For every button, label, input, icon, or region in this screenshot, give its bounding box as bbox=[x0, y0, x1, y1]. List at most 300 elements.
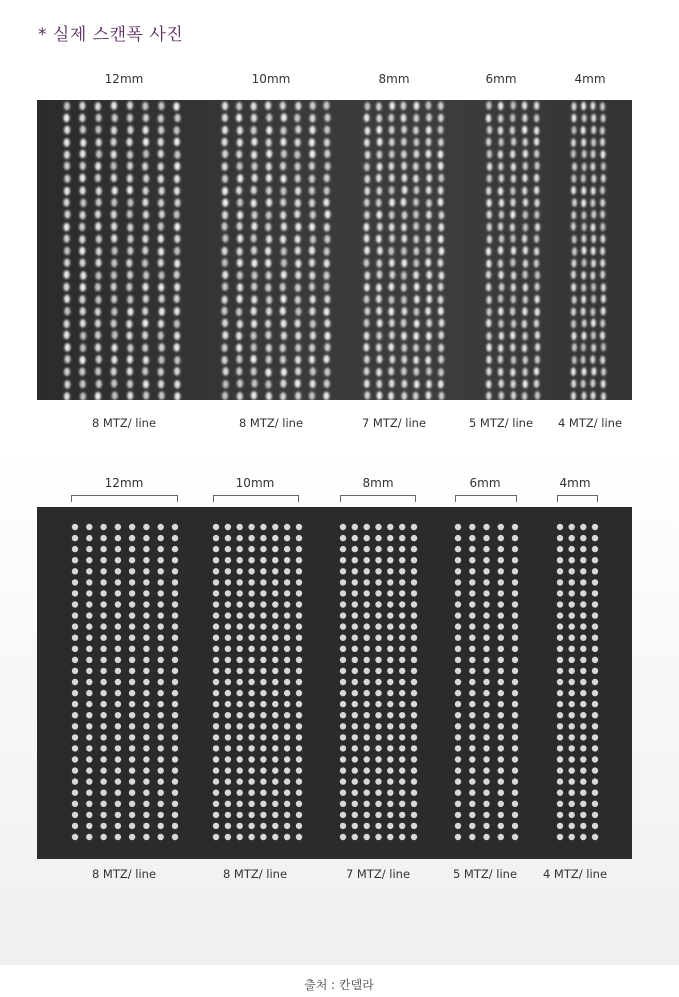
diagram-dot bbox=[340, 524, 346, 530]
photo-dot bbox=[95, 283, 101, 291]
diagram-dot bbox=[364, 590, 370, 596]
diagram-dot bbox=[260, 823, 266, 829]
diagram-dot bbox=[592, 590, 598, 596]
diagram-dot bbox=[340, 712, 346, 718]
photo-dot bbox=[323, 198, 329, 206]
photo-dot bbox=[535, 391, 540, 399]
photo-dot bbox=[376, 114, 382, 122]
photo-dot bbox=[572, 126, 577, 134]
diagram-dot bbox=[213, 546, 219, 552]
diagram-dot bbox=[248, 524, 254, 530]
photo-dot bbox=[591, 295, 596, 303]
photo-dot bbox=[438, 259, 444, 267]
photo-dot bbox=[266, 138, 272, 146]
diagram-dot bbox=[284, 535, 290, 541]
diagram-dot bbox=[399, 546, 405, 552]
photo-dot bbox=[65, 355, 71, 363]
diagram-dot bbox=[375, 801, 381, 807]
diagram-dot bbox=[411, 568, 417, 574]
diagram-dot bbox=[512, 823, 518, 829]
diagram-dot bbox=[158, 790, 164, 796]
diagram-dot bbox=[115, 646, 121, 652]
diagram-dot bbox=[237, 590, 243, 596]
diagram-dot bbox=[512, 834, 518, 840]
diagram-dot bbox=[411, 834, 417, 840]
diagram-dot bbox=[469, 579, 475, 585]
diagram-dot bbox=[411, 723, 417, 729]
diagram-dot bbox=[213, 657, 219, 663]
diagram-dot bbox=[483, 635, 489, 641]
diagram-dot bbox=[364, 623, 370, 629]
photo-dot bbox=[324, 126, 330, 134]
diagram-dot bbox=[557, 568, 563, 574]
photo-dot bbox=[64, 138, 70, 146]
diagram-dot bbox=[115, 623, 121, 629]
width-bracket-10mm bbox=[213, 495, 299, 502]
photo-dot bbox=[438, 114, 444, 122]
photo-dot bbox=[426, 199, 432, 207]
diagram-dot bbox=[158, 623, 164, 629]
diagram-dot bbox=[483, 557, 489, 563]
photo-dot bbox=[309, 162, 315, 170]
diagram-dot bbox=[86, 646, 92, 652]
diagram-dot bbox=[272, 635, 278, 641]
photo-dot bbox=[581, 284, 586, 292]
photo-dot bbox=[510, 150, 515, 158]
photo-dot bbox=[389, 307, 395, 315]
diagram-dot bbox=[592, 668, 598, 674]
photo-dot bbox=[534, 150, 539, 158]
diagram-dot bbox=[143, 801, 149, 807]
photo-dot bbox=[64, 331, 70, 339]
photo-dot bbox=[377, 380, 383, 388]
photo-dot bbox=[127, 126, 133, 134]
diagram-dot bbox=[592, 557, 598, 563]
diagram-dot bbox=[284, 767, 290, 773]
photo-dot bbox=[158, 175, 164, 183]
diagram-dot bbox=[158, 612, 164, 618]
photo-dot bbox=[251, 138, 257, 146]
diagram-dot bbox=[340, 801, 346, 807]
photo-dot bbox=[591, 319, 596, 327]
diagram-dot bbox=[172, 767, 178, 773]
photo-size-label-6mm: 6mm bbox=[485, 72, 517, 86]
photo-dot bbox=[295, 125, 301, 133]
photo-dot bbox=[591, 187, 596, 195]
diagram-dot bbox=[469, 767, 475, 773]
diagram-dot bbox=[158, 712, 164, 718]
photo-dot bbox=[237, 211, 243, 219]
photo-dot bbox=[591, 247, 596, 255]
diagram-dot bbox=[498, 668, 504, 674]
diagram-dot bbox=[580, 823, 586, 829]
diagram-dot bbox=[237, 834, 243, 840]
diagram-dot bbox=[483, 646, 489, 652]
photo-dot bbox=[426, 101, 432, 109]
diagram-dot bbox=[225, 657, 231, 663]
photo-dot bbox=[64, 295, 70, 303]
photo-dot bbox=[64, 320, 70, 328]
diagram-dot bbox=[483, 734, 489, 740]
photo-dot bbox=[174, 138, 180, 146]
photo-dot bbox=[325, 210, 331, 218]
diagram-dot bbox=[237, 623, 243, 629]
diagram-dot bbox=[352, 623, 358, 629]
photo-dot bbox=[591, 126, 596, 134]
photo-dot bbox=[439, 271, 445, 279]
diagram-dot bbox=[580, 734, 586, 740]
photo-dot bbox=[534, 102, 539, 110]
diagram-dot bbox=[129, 823, 135, 829]
diagram-dot bbox=[237, 579, 243, 585]
diagram-dot bbox=[557, 612, 563, 618]
diagram-dot bbox=[569, 701, 575, 707]
diagram-dot bbox=[272, 612, 278, 618]
photo-dot bbox=[265, 259, 271, 267]
diagram-dot bbox=[387, 745, 393, 751]
photo-dot bbox=[600, 127, 605, 135]
photo-dot bbox=[389, 234, 395, 242]
photo-dot bbox=[401, 114, 407, 122]
diagram-dot bbox=[512, 701, 518, 707]
diagram-dot bbox=[512, 778, 518, 784]
photo-dot bbox=[571, 308, 576, 316]
photo-dot bbox=[591, 331, 596, 339]
photo-dot bbox=[571, 283, 576, 291]
photo-dot bbox=[80, 162, 86, 170]
diagram-dot bbox=[498, 734, 504, 740]
photo-dot bbox=[280, 283, 286, 291]
diagram-dot bbox=[115, 579, 121, 585]
diagram-dot bbox=[237, 635, 243, 641]
diagram-dot bbox=[225, 546, 231, 552]
diagram-dot bbox=[498, 557, 504, 563]
diagram-dot bbox=[115, 679, 121, 685]
diagram-dot bbox=[399, 723, 405, 729]
photo-dot bbox=[80, 319, 86, 327]
diagram-dot bbox=[158, 690, 164, 696]
photo-dot bbox=[535, 356, 540, 364]
diagram-dot bbox=[272, 601, 278, 607]
photo-dot bbox=[486, 271, 491, 279]
photo-dot bbox=[390, 271, 396, 279]
photo-dot bbox=[377, 247, 383, 255]
diagram-dot bbox=[158, 524, 164, 530]
photo-dot bbox=[324, 223, 330, 231]
photo-dot bbox=[510, 114, 515, 122]
diagram-dot bbox=[284, 623, 290, 629]
photo-dot bbox=[158, 235, 164, 243]
diagram-dot bbox=[143, 623, 149, 629]
photo-dot bbox=[281, 113, 287, 121]
diagram-dot bbox=[143, 590, 149, 596]
diagram-dot bbox=[352, 657, 358, 663]
diagram-dot bbox=[557, 723, 563, 729]
photo-dot bbox=[325, 332, 331, 340]
photo-dot bbox=[364, 319, 370, 327]
photo-dot bbox=[324, 380, 330, 388]
photo-dot bbox=[222, 234, 228, 242]
diagram-dot bbox=[115, 668, 121, 674]
diagram-dot bbox=[352, 635, 358, 641]
diagram-dot bbox=[272, 524, 278, 530]
diagram-dot bbox=[72, 668, 78, 674]
diagram-dot bbox=[469, 657, 475, 663]
diagram-dot bbox=[143, 723, 149, 729]
photo-dot bbox=[376, 332, 382, 340]
photo-dot bbox=[266, 296, 272, 304]
photo-dot bbox=[80, 356, 86, 364]
photo-dot bbox=[402, 211, 408, 219]
photo-dot bbox=[389, 114, 395, 122]
diagram-dot bbox=[483, 579, 489, 585]
diagram-dot bbox=[387, 635, 393, 641]
diagram-dot bbox=[284, 601, 290, 607]
photo-dot bbox=[413, 210, 419, 218]
diagram-dot bbox=[213, 778, 219, 784]
diagram-dot bbox=[387, 535, 393, 541]
diagram-dot bbox=[364, 635, 370, 641]
photo-dot bbox=[295, 174, 301, 182]
photo-dot bbox=[376, 307, 382, 315]
photo-dot bbox=[591, 150, 596, 158]
diagram-dot bbox=[143, 679, 149, 685]
photo-dot bbox=[174, 223, 180, 231]
photo-dot bbox=[159, 356, 165, 364]
diagram-dot bbox=[557, 635, 563, 641]
diagram-dot bbox=[296, 612, 302, 618]
photo-dot bbox=[582, 163, 587, 171]
photo-dot bbox=[439, 392, 445, 400]
diagram-dot bbox=[296, 579, 302, 585]
diagram-dot bbox=[399, 668, 405, 674]
photo-dot bbox=[266, 307, 272, 315]
diagram-dot bbox=[455, 601, 461, 607]
photo-dot bbox=[251, 151, 257, 159]
diagram-dot bbox=[352, 756, 358, 762]
diagram-dot bbox=[86, 734, 92, 740]
photo-dot bbox=[265, 331, 271, 339]
photo-dot bbox=[251, 332, 257, 340]
diagram-dot bbox=[100, 690, 106, 696]
photo-dot bbox=[376, 199, 382, 207]
photo-dot bbox=[510, 187, 515, 195]
diagram-dot bbox=[248, 546, 254, 552]
diagram-dot bbox=[580, 646, 586, 652]
photo-dot bbox=[265, 368, 271, 376]
diagram-dot bbox=[512, 756, 518, 762]
photo-dot bbox=[158, 126, 164, 134]
photo-dot bbox=[252, 271, 258, 279]
photo-dot bbox=[438, 174, 444, 182]
diagram-dot bbox=[580, 690, 586, 696]
diagram-dot bbox=[557, 790, 563, 796]
diagram-dot bbox=[352, 668, 358, 674]
diagram-dot bbox=[129, 668, 135, 674]
diagram-dot bbox=[411, 812, 417, 818]
photo-dot bbox=[413, 344, 419, 352]
photo-dot bbox=[426, 186, 432, 194]
photo-dot bbox=[112, 247, 118, 255]
diagram-dot bbox=[469, 834, 475, 840]
diagram-dot bbox=[512, 568, 518, 574]
photo-dot bbox=[376, 235, 382, 243]
photo-dot bbox=[499, 379, 504, 387]
photo-dot bbox=[582, 223, 587, 231]
diagram-dot bbox=[272, 690, 278, 696]
diagram-dot bbox=[272, 623, 278, 629]
diagram-dot bbox=[498, 801, 504, 807]
diagram-dot bbox=[399, 679, 405, 685]
photo-dot bbox=[265, 320, 271, 328]
diagram-dot bbox=[172, 812, 178, 818]
diagram-dot bbox=[296, 767, 302, 773]
diagram-dot bbox=[129, 546, 135, 552]
photo-dot bbox=[174, 235, 180, 243]
diagram-dot bbox=[260, 767, 266, 773]
photo-dot bbox=[425, 356, 431, 364]
photo-dot bbox=[401, 126, 407, 134]
diagram-dot bbox=[129, 524, 135, 530]
diagram-caption-6mm: 5 MTZ/ line bbox=[452, 867, 518, 881]
diagram-dot bbox=[469, 701, 475, 707]
diagram-dot bbox=[115, 790, 121, 796]
diagram-dot bbox=[469, 690, 475, 696]
photo-dot bbox=[511, 380, 516, 388]
diagram-dot bbox=[352, 767, 358, 773]
diagram-dot bbox=[580, 579, 586, 585]
diagram-dot bbox=[455, 657, 461, 663]
diagram-dot bbox=[469, 801, 475, 807]
diagram-dot bbox=[399, 557, 405, 563]
diagram-dot bbox=[498, 568, 504, 574]
diagram-dot bbox=[100, 790, 106, 796]
diagram-dot bbox=[100, 767, 106, 773]
photo-dot bbox=[65, 343, 71, 351]
photo-dot bbox=[401, 367, 407, 375]
photo-dot bbox=[510, 210, 515, 218]
diagram-dot bbox=[399, 834, 405, 840]
diagram-dot bbox=[364, 801, 370, 807]
diagram-dot bbox=[411, 646, 417, 652]
photo-dot bbox=[486, 247, 491, 255]
diagram-dot bbox=[296, 668, 302, 674]
photo-dot bbox=[571, 392, 576, 400]
photo-dot bbox=[534, 127, 539, 135]
photo-dot bbox=[266, 355, 272, 363]
photo-dot bbox=[280, 102, 286, 110]
photo-dot bbox=[310, 320, 316, 328]
diagram-dot bbox=[352, 812, 358, 818]
diagram-dot bbox=[469, 557, 475, 563]
photo-dot bbox=[295, 138, 301, 146]
diagram-dot bbox=[225, 712, 231, 718]
photo-dot bbox=[389, 211, 395, 219]
diagram-dot bbox=[225, 668, 231, 674]
diagram-dot bbox=[260, 557, 266, 563]
diagram-dot bbox=[387, 646, 393, 652]
diagram-dot bbox=[455, 767, 461, 773]
diagram-dot bbox=[237, 601, 243, 607]
photo-dot bbox=[236, 186, 242, 194]
diagram-dot bbox=[352, 590, 358, 596]
diagram-dot bbox=[248, 557, 254, 563]
photo-dot bbox=[572, 259, 577, 267]
diagram-dot bbox=[352, 535, 358, 541]
diagram-dot bbox=[512, 590, 518, 596]
diagram-dot bbox=[129, 557, 135, 563]
diagram-dot bbox=[143, 690, 149, 696]
diagram-dot bbox=[296, 823, 302, 829]
diagram-dot bbox=[248, 590, 254, 596]
diagram-dot bbox=[72, 834, 78, 840]
diagram-dot bbox=[100, 712, 106, 718]
diagram-dot bbox=[72, 790, 78, 796]
photo-dot bbox=[222, 356, 228, 364]
diagram-dot bbox=[469, 745, 475, 751]
diagram-dot bbox=[483, 568, 489, 574]
photo-dot bbox=[111, 174, 117, 182]
photo-dot bbox=[294, 151, 300, 159]
diagram-dot bbox=[455, 701, 461, 707]
diagram-dot bbox=[86, 712, 92, 718]
diagram-dot bbox=[72, 657, 78, 663]
diagram-dot bbox=[352, 723, 358, 729]
photo-dot bbox=[237, 174, 243, 182]
diagram-dot bbox=[100, 524, 106, 530]
photo-dot bbox=[127, 151, 133, 159]
photo-dot bbox=[364, 163, 370, 171]
photo-dot bbox=[376, 174, 382, 182]
photo-dot bbox=[295, 356, 301, 364]
diagram-dot bbox=[296, 712, 302, 718]
diagram-dot bbox=[72, 546, 78, 552]
diagram-dot bbox=[340, 767, 346, 773]
diagram-dot bbox=[352, 834, 358, 840]
photo-dot bbox=[581, 295, 586, 303]
diagram-dot bbox=[143, 524, 149, 530]
diagram-dot bbox=[483, 756, 489, 762]
diagram-dot bbox=[512, 801, 518, 807]
diagram-dot bbox=[483, 535, 489, 541]
photo-dot bbox=[237, 138, 243, 146]
photo-dot bbox=[158, 163, 164, 171]
photo-caption-4mm: 4 MTZ/ line bbox=[557, 416, 623, 430]
diagram-dot bbox=[387, 668, 393, 674]
photo-dot bbox=[438, 344, 444, 352]
photo-dot bbox=[79, 114, 85, 122]
diagram-dot bbox=[172, 623, 178, 629]
diagram-dot bbox=[411, 635, 417, 641]
photo-dot bbox=[251, 126, 257, 134]
photo-dot bbox=[64, 187, 70, 195]
diagram-dot bbox=[512, 679, 518, 685]
photo-dot bbox=[95, 126, 101, 134]
photo-dot bbox=[426, 174, 432, 182]
photo-dot bbox=[324, 150, 330, 158]
diagram-dot bbox=[129, 646, 135, 652]
photo-dot bbox=[486, 114, 491, 122]
photo-dot bbox=[413, 222, 419, 230]
diagram-dot bbox=[296, 734, 302, 740]
diagram-dot bbox=[296, 790, 302, 796]
diagram-dot bbox=[469, 546, 475, 552]
photo-dot bbox=[309, 246, 315, 254]
diagram-dot bbox=[592, 790, 598, 796]
diagram-dot bbox=[237, 767, 243, 773]
photo-dot bbox=[281, 127, 287, 135]
photo-dot bbox=[413, 392, 419, 400]
